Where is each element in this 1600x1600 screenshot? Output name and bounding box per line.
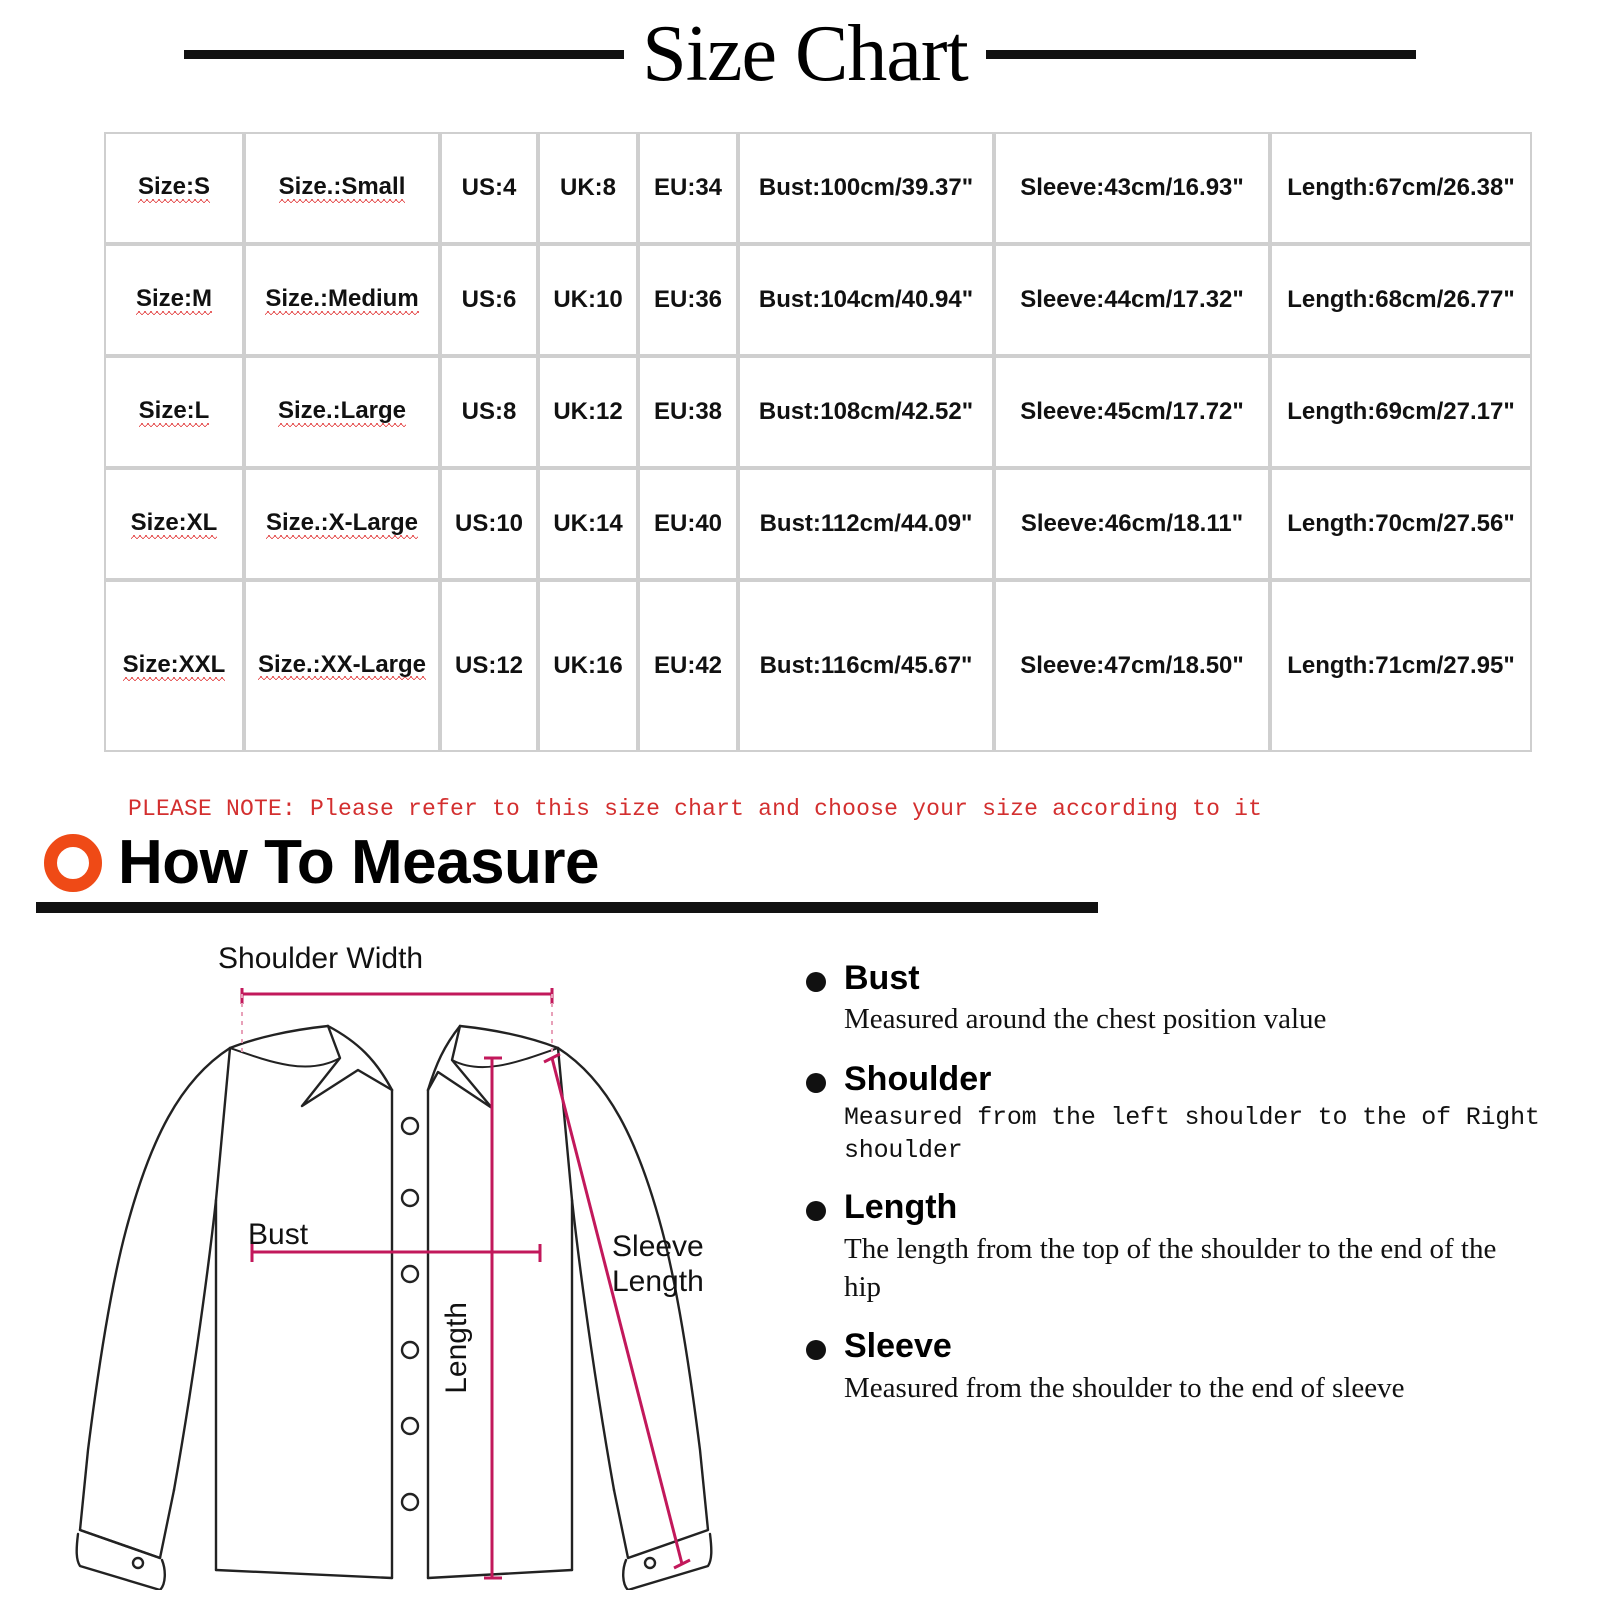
definition-term: Shoulder — [844, 1060, 992, 1099]
list-item — [800, 1061, 1540, 1167]
cell-size — [104, 244, 244, 356]
label-sleeve-length — [612, 1230, 704, 1299]
how-to-measure-heading — [44, 828, 600, 897]
list-item — [800, 1189, 1540, 1306]
size-word-label: Size.:X-Large — [266, 509, 418, 540]
cell-us: US:8 — [440, 356, 538, 468]
cell-sleeve: Sleeve:46cm/18.11" — [994, 468, 1270, 580]
table-row — [104, 356, 1532, 468]
cell-size — [104, 132, 244, 244]
cell-eu: EU:40 — [638, 468, 738, 580]
cell-sleeve: Sleeve:44cm/17.32" — [994, 244, 1270, 356]
label-length: Length — [440, 1302, 473, 1394]
list-item — [800, 960, 1540, 1039]
garment-diagram — [40, 930, 800, 1590]
cell-length: Length:68cm/26.77" — [1270, 244, 1532, 356]
cell-sleeve: Sleeve:45cm/17.72" — [994, 356, 1270, 468]
circle-icon — [44, 834, 102, 892]
bullet-icon — [806, 972, 826, 992]
bullet-icon — [806, 1201, 826, 1221]
table-row — [104, 580, 1532, 752]
page-title-row — [0, 10, 1600, 98]
cell-sleeve: Sleeve:43cm/16.93" — [994, 132, 1270, 244]
size-word-label: Size.:XX-Large — [258, 651, 426, 682]
cell-size-word — [244, 132, 440, 244]
size-table — [104, 132, 1532, 752]
list-item — [800, 1328, 1540, 1407]
size-word-label: Size.:Medium — [265, 285, 418, 316]
bullet-icon — [806, 1340, 826, 1360]
cell-bust: Bust:100cm/39.37" — [738, 132, 994, 244]
size-table-container — [104, 132, 1515, 752]
cell-sleeve: Sleeve:47cm/18.50" — [994, 580, 1270, 752]
cell-us: US:6 — [440, 244, 538, 356]
cell-eu: EU:34 — [638, 132, 738, 244]
cell-bust: Bust:108cm/42.52" — [738, 356, 994, 468]
cell-size — [104, 468, 244, 580]
definition-description: Measured from the left shoulder to the of Right shoulder — [844, 1103, 1540, 1165]
cell-us: US:12 — [440, 580, 538, 752]
cell-size-word — [244, 244, 440, 356]
cell-uk: UK:14 — [538, 468, 638, 580]
table-row — [104, 244, 1532, 356]
label-sleeve-line2: Length — [612, 1264, 704, 1298]
cell-eu: EU:36 — [638, 244, 738, 356]
cell-bust: Bust:112cm/44.09" — [738, 468, 994, 580]
size-word-label: Size.:Small — [279, 173, 406, 204]
table-row — [104, 468, 1532, 580]
cell-size-word — [244, 468, 440, 580]
cell-length: Length:69cm/27.17" — [1270, 356, 1532, 468]
bullet-icon — [806, 1073, 826, 1093]
definition-term: Sleeve — [844, 1327, 952, 1366]
how-to-measure-rule — [36, 902, 1098, 913]
cell-uk: UK:10 — [538, 244, 638, 356]
size-label: Size:XXL — [123, 651, 226, 682]
cell-eu: EU:38 — [638, 356, 738, 468]
label-shoulder-width: Shoulder Width — [218, 942, 424, 975]
cell-uk: UK:16 — [538, 580, 638, 752]
cell-eu: EU:42 — [638, 580, 738, 752]
cell-length: Length:67cm/26.38" — [1270, 132, 1532, 244]
label-bust: Bust — [248, 1218, 309, 1251]
cell-size-word — [244, 580, 440, 752]
cell-bust: Bust:116cm/45.67" — [738, 580, 994, 752]
definition-description: The length from the top of the shoulder to the end of the hip — [844, 1232, 1497, 1303]
size-label: Size:M — [136, 285, 212, 316]
how-to-measure-title: How To Measure — [118, 828, 600, 897]
cell-length: Length:70cm/27.56" — [1270, 468, 1532, 580]
table-row — [104, 132, 1532, 244]
cell-size — [104, 580, 244, 752]
cell-us: US:4 — [440, 132, 538, 244]
cell-bust: Bust:104cm/40.94" — [738, 244, 994, 356]
please-note-text: PLEASE NOTE: Please refer to this size chart and choose your size according to it — [128, 796, 1263, 822]
measure-definitions — [800, 960, 1540, 1429]
cell-uk: UK:12 — [538, 356, 638, 468]
definition-term: Bust — [844, 959, 920, 997]
title-rule-left — [184, 50, 624, 59]
cell-length: Length:71cm/27.95" — [1270, 580, 1532, 752]
cell-size — [104, 356, 244, 468]
cell-uk: UK:8 — [538, 132, 638, 244]
page-title: Size Chart — [642, 10, 968, 98]
cell-us: US:10 — [440, 468, 538, 580]
cell-size-word — [244, 356, 440, 468]
label-sleeve-line1: Sleeve — [612, 1230, 704, 1263]
size-label: Size:S — [138, 173, 210, 204]
size-word-label: Size.:Large — [278, 397, 406, 428]
definition-description: Measured around the chest position value — [844, 1003, 1327, 1036]
title-rule-right — [986, 50, 1416, 59]
size-label: Size:L — [139, 397, 210, 428]
size-label: Size:XL — [131, 509, 218, 540]
definition-description: Measured from the shoulder to the end of sleeve — [844, 1371, 1405, 1404]
definition-term: Length — [844, 1188, 958, 1227]
